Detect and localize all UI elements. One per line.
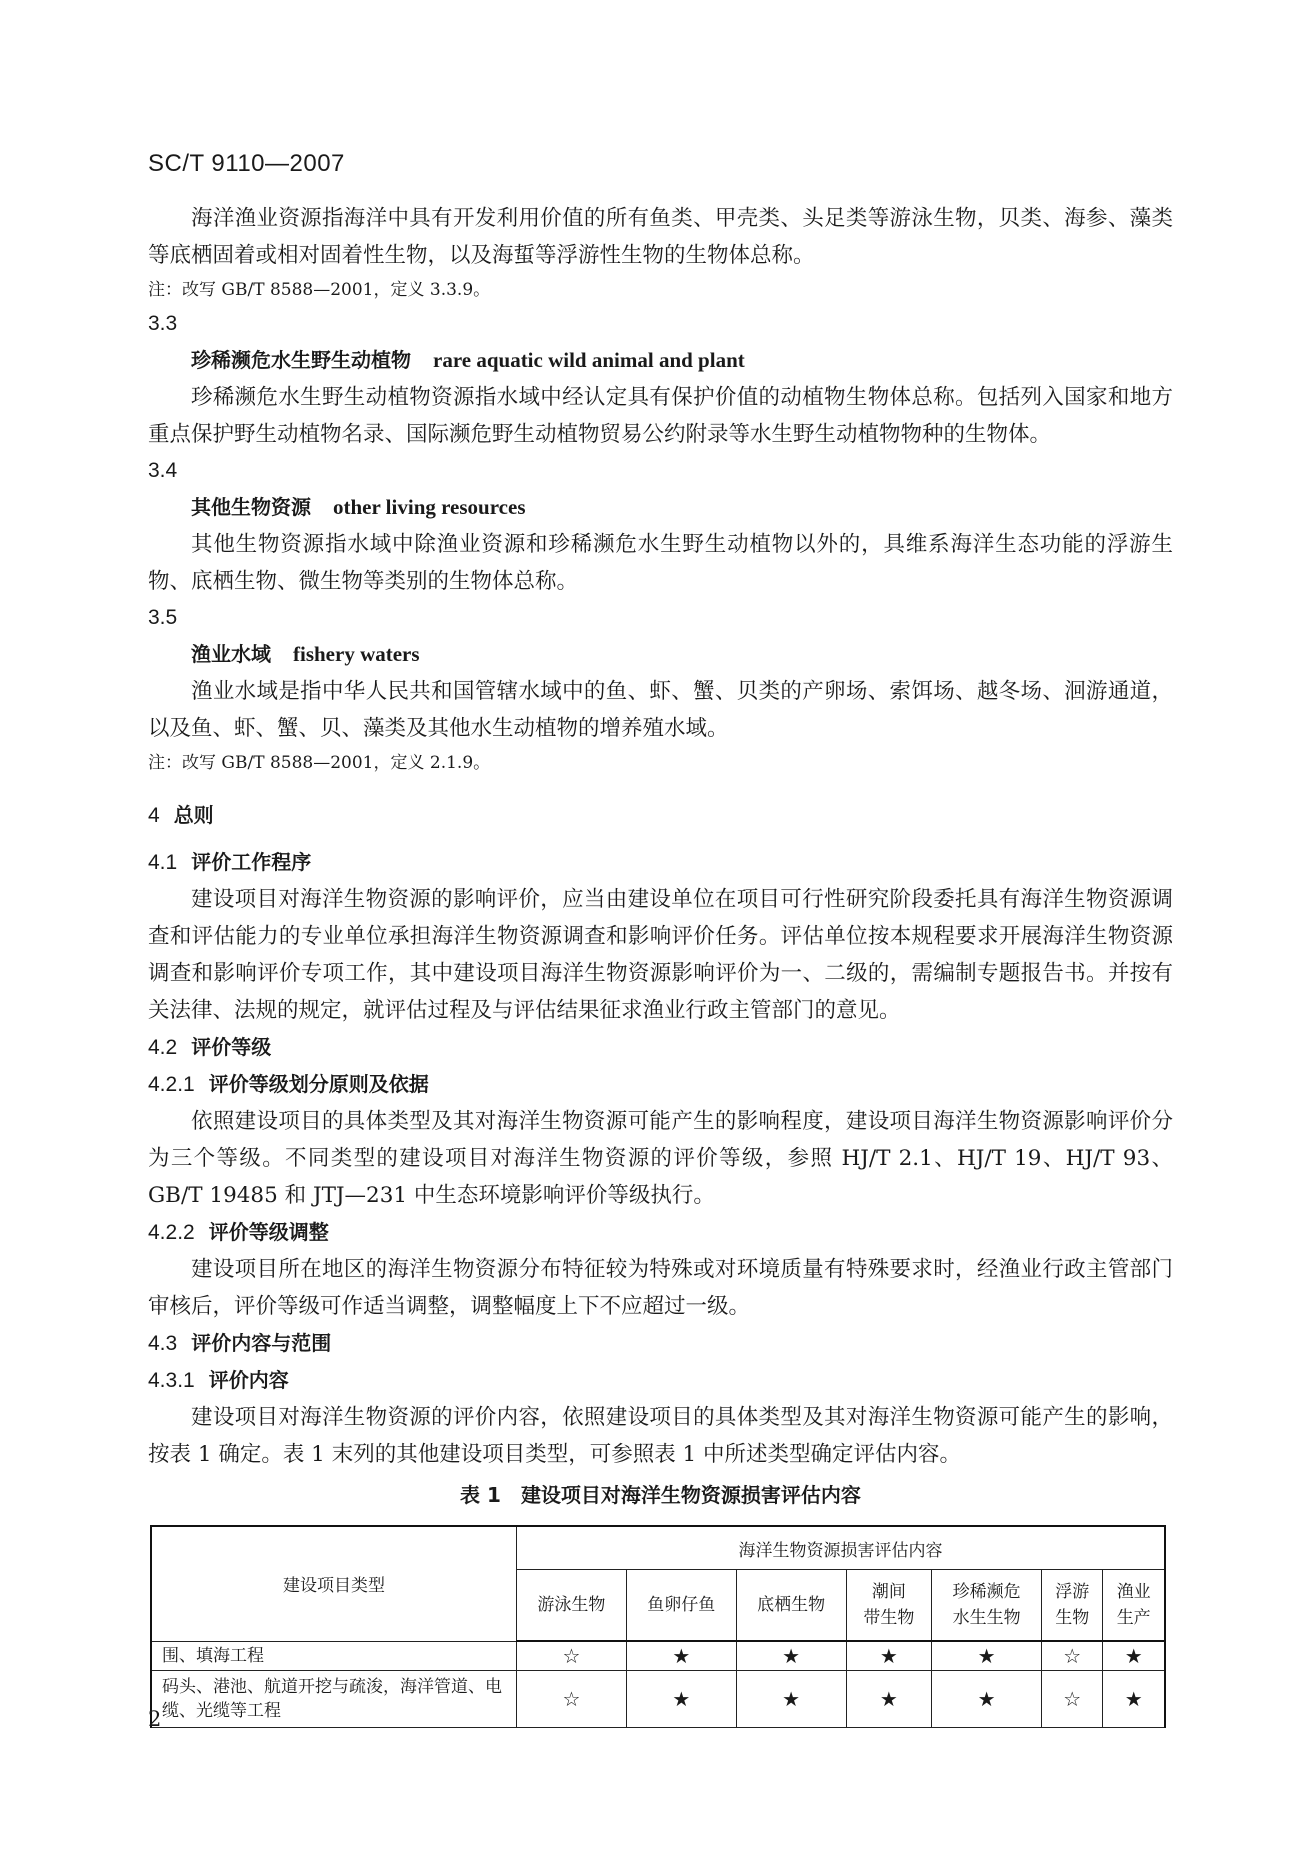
section-4-2-2-title: 评价等级调整: [208, 1220, 329, 1244]
section-4-2-2-number: 4.2.2: [148, 1221, 195, 1244]
section-4-1-number: 4.1: [148, 851, 178, 874]
section-4-3-heading: [148, 1325, 1173, 1362]
standard-code: SC/T 9110—2007: [148, 150, 345, 177]
column-header-4: 潮间 带生物: [846, 1570, 932, 1642]
rating-mark: ★: [1103, 1671, 1165, 1728]
section-4-3-1-title: 评价内容: [208, 1368, 289, 1392]
section-4-number: 4: [148, 804, 160, 827]
section-4-3-title: 评价内容与范围: [191, 1331, 332, 1355]
rating-mark: ★: [846, 1641, 932, 1671]
section-4-3-1-heading: [148, 1362, 1173, 1399]
term-3-5: [148, 636, 1173, 673]
section-4-2-title: 评价等级: [191, 1035, 272, 1059]
section-4-3-1-number: 4.3.1: [148, 1369, 195, 1392]
table-header-assessment-group: 海洋生物资源损害评估内容: [517, 1526, 1166, 1570]
section-4-heading: [148, 797, 1173, 834]
term-3-3-definition: 珍稀濒危水生野生动植物资源指水域中经认定具有保护价值的动植物生物体总称。包括列入国家和地方重点保护野生动植物名录、国际濒危野生动植物贸易公约附录等水生野生动植物物种的生物体。: [148, 385, 1173, 447]
section-4-1-heading: [148, 844, 1173, 881]
section-4-3-1-text: 建设项目对海洋生物资源的评价内容，依照建设项目的具体类型及其对海洋生物资源可能产生的影响，按表 1 确定。表 1 末列的其他建设项目类型，可参照表 1 中所述类型确定评估内容。: [148, 1405, 1173, 1467]
table-header-project-type: 建设项目类型: [151, 1526, 517, 1641]
term-number-3-3: 3.3: [148, 312, 178, 335]
rating-mark: ★: [626, 1671, 736, 1728]
term-number-3-4: 3.4: [148, 459, 178, 482]
table-1-caption: [148, 1475, 1173, 1515]
term-3-4: [148, 489, 1173, 526]
term-3-4-cn: 其他生物资源: [191, 495, 311, 519]
term-3-4-en: other living resources: [333, 495, 526, 519]
term-3-3-cn: 珍稀濒危水生野生动植物: [191, 348, 411, 372]
section-4-2-1-heading: [148, 1066, 1173, 1103]
section-4-2-number: 4.2: [148, 1036, 178, 1059]
section-4-1-text: 建设项目对海洋生物资源的影响评价，应当由建设单位在项目可行性研究阶段委托具有海洋生物资源调查和评估能力的专业单位承担海洋生物资源调查和影响评价任务。评估单位按本规程要求开展海洋生物资源调查和影响评价专项工作，其中建设项目海洋生物资源影响评价为一、二级的，需编制专题报告书。并按有关法律、法规的规定，就评估过程及与评估结果征求渔业行政主管部门的意见。: [148, 887, 1173, 1023]
rating-mark: ☆: [517, 1641, 627, 1671]
term-3-3-en: rare aquatic wild animal and plant: [433, 348, 745, 372]
section-4-1-title: 评价工作程序: [191, 850, 312, 874]
term-3-5-en: fishery waters: [293, 642, 420, 666]
table-row: [151, 1671, 1165, 1728]
rating-mark: ★: [932, 1671, 1042, 1728]
table-row: [151, 1641, 1165, 1671]
rating-mark: ★: [626, 1641, 736, 1671]
page-number: 2: [148, 1707, 162, 1731]
section-4-2-1-text: 依照建设项目的具体类型及其对海洋生物资源可能产生的影响程度，建设项目海洋生物资源影响评价分为三个等级。不同类型的建设项目对海洋生物资源的评价等级，参照 HJ/T 2.1、HJ/T 19、HJ/T 93、GB/T 19485 和 JTJ—231 中生态环境影响评价等级执行。: [148, 1109, 1173, 1208]
term-3-5-definition: 渔业水域是指中华人民共和国管辖水域中的鱼、虾、蟹、贝类的产卵场、索饵场、越冬场、洄游通道，以及鱼、虾、蟹、贝、藻类及其他水生动植物的增养殖水域。: [148, 679, 1173, 741]
column-header-7: 渔业 生产: [1103, 1570, 1165, 1642]
row-project-type: 码头、港池、航道开挖与疏浚，海洋管道、电 缆、光缆等工程: [151, 1671, 517, 1728]
rating-mark: ★: [736, 1641, 846, 1671]
table-1: [150, 1525, 1166, 1728]
rating-mark: ★: [1103, 1641, 1165, 1671]
intro-note: 注：改写 GB/T 8588—2001，定义 3.3.9。: [148, 280, 491, 300]
term-3-5-cn: 渔业水域: [191, 642, 271, 666]
table-1-title: 建设项目对海洋生物资源损害评估内容: [520, 1483, 861, 1507]
row-project-type: 围、填海工程: [151, 1641, 517, 1671]
term-number-3-5: 3.5: [148, 606, 178, 629]
section-4-2-1-title: 评价等级划分原则及依据: [208, 1072, 429, 1096]
intro-paragraph: 海洋渔业资源指海洋中具有开发利用价值的所有鱼类、甲壳类、头足类等游泳生物，贝类、海参、藻类等底栖固着或相对固着性生物，以及海蜇等浮游性生物的生物体总称。: [148, 206, 1173, 268]
rating-mark: ★: [846, 1671, 932, 1728]
column-header-3: 底栖生物: [736, 1570, 846, 1642]
section-4-2-heading: [148, 1029, 1173, 1066]
rating-mark: ☆: [1042, 1671, 1103, 1728]
section-4-title: 总则: [173, 803, 214, 827]
term-3-5-note: 注：改写 GB/T 8588—2001，定义 2.1.9。: [148, 753, 491, 773]
term-3-3: [148, 342, 1173, 379]
rating-mark: ☆: [517, 1671, 627, 1728]
section-4-2-2-text: 建设项目所在地区的海洋生物资源分布特征较为特殊或对环境质量有特殊要求时，经渔业行政主管部门审核后，评价等级可作适当调整，调整幅度上下不应超过一级。: [148, 1257, 1173, 1319]
rating-mark: ☆: [1042, 1641, 1103, 1671]
section-4-2-1-number: 4.2.1: [148, 1073, 195, 1096]
column-header-5: 珍稀濒危 水生生物: [932, 1570, 1042, 1642]
section-4-2-2-heading: [148, 1214, 1173, 1251]
term-3-4-definition: 其他生物资源指水域中除渔业资源和珍稀濒危水生野生动植物以外的，具维系海洋生态功能的浮游生物、底栖生物、微生物等类别的生物体总称。: [148, 532, 1173, 594]
column-header-2: 鱼卵仔鱼: [626, 1570, 736, 1642]
column-header-6: 浮游 生物: [1042, 1570, 1103, 1642]
section-4-3-number: 4.3: [148, 1332, 178, 1355]
rating-mark: ★: [932, 1641, 1042, 1671]
column-header-1: 游泳生物: [517, 1570, 627, 1642]
table-1-number: 表 1: [460, 1483, 501, 1507]
rating-mark: ★: [736, 1671, 846, 1728]
page-content: [148, 200, 1173, 1728]
